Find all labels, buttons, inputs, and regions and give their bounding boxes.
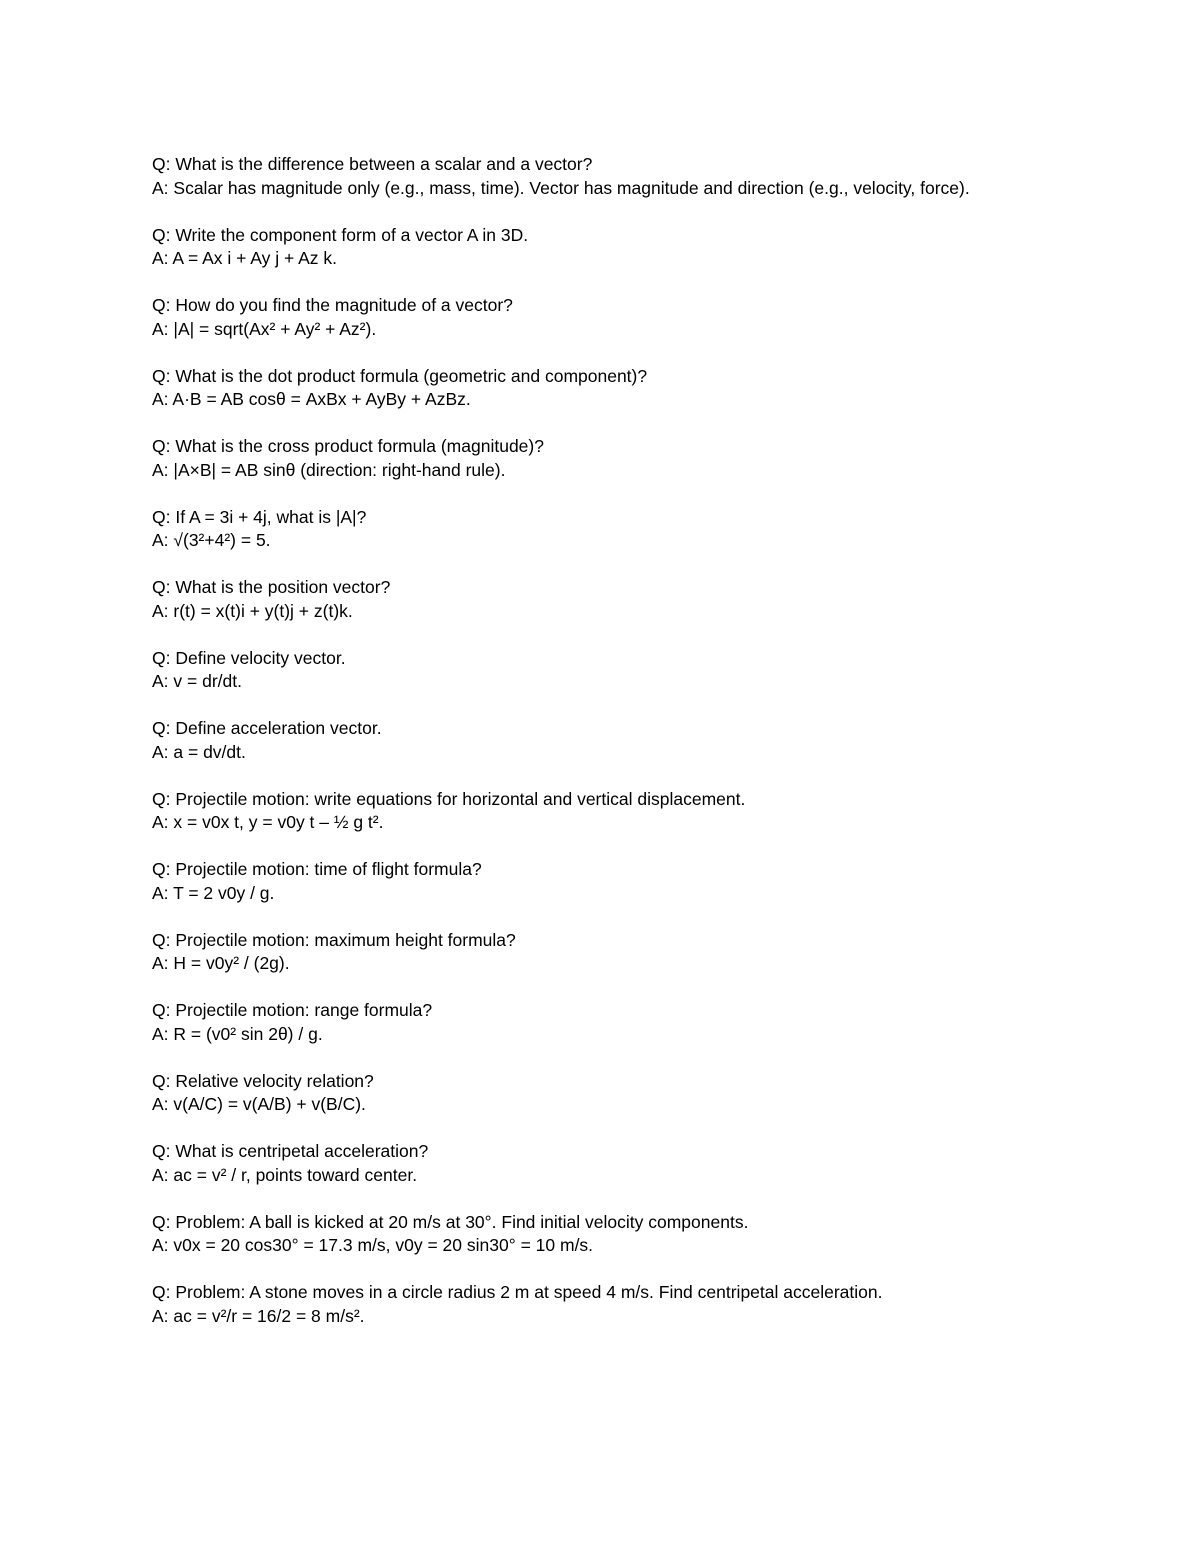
answer-text: A: T = 2 v0y / g.	[152, 882, 275, 903]
answer-text: A: x = v0x t, y = v0y t – ½ g t².	[152, 812, 384, 832]
qa-item	[152, 153, 1032, 200]
answer-text: A: √(3²+4²) = 5.	[152, 530, 271, 550]
answer-text: A: v0x = 20 cos30° = 17.3 m/s, v0y = 20 sin30° = 10 m/s.	[152, 1235, 594, 1255]
answer-text: A: Scalar has magnitude only (e.g., mass, time). Vector has magnitude and direction (e.g., velocity, force).	[152, 177, 970, 198]
answer-text: A: |A| = sqrt(Ax² + Ay² + Az²).	[152, 318, 377, 339]
qa-item	[152, 1070, 1032, 1117]
question-text: Q: Relative velocity relation?	[152, 1070, 374, 1091]
qa-item	[152, 788, 1032, 835]
qa-item	[152, 858, 1032, 905]
answer-text: A: r(t) = x(t)i + y(t)j + z(t)k.	[152, 600, 353, 621]
answer-text: A: v(A/C) = v(A/B) + v(B/C).	[152, 1094, 366, 1114]
qa-item	[152, 999, 1032, 1046]
qa-list	[152, 153, 1032, 1352]
qa-item	[152, 224, 1032, 271]
answer-text: A: H = v0y² / (2g).	[152, 953, 290, 973]
answer-text: A: R = (v0² sin 2θ) / g.	[152, 1023, 323, 1044]
qa-item	[152, 1281, 1032, 1328]
question-text: Q: What is the difference between a scalar and a vector?	[152, 154, 593, 174]
qa-item	[152, 717, 1032, 764]
qa-item	[152, 929, 1032, 976]
qa-item	[152, 576, 1032, 623]
question-text: Q: What is the position vector?	[152, 577, 391, 597]
question-text: Q: Define acceleration vector.	[152, 718, 382, 738]
question-text: Q: How do you find the magnitude of a vector?	[152, 295, 513, 315]
qa-item	[152, 294, 1032, 341]
qa-item	[152, 435, 1032, 482]
answer-text: A: ac = v²/r = 16/2 = 8 m/s².	[152, 1305, 365, 1326]
answer-text: A: v = dr/dt.	[152, 671, 242, 691]
answer-text: A: a = dv/dt.	[152, 741, 246, 762]
question-text: Q: What is the dot product formula (geometric and component)?	[152, 365, 648, 386]
question-text: Q: Projectile motion: write equations for horizontal and vertical displacement.	[152, 788, 746, 809]
qa-item	[152, 1140, 1032, 1187]
question-text: Q: Projectile motion: maximum height formula?	[152, 929, 516, 950]
question-text: Q: What is the cross product formula (magnitude)?	[152, 436, 544, 456]
question-text: Q: Problem: A stone moves in a circle radius 2 m at speed 4 m/s. Find centripetal acceleration.	[152, 1282, 883, 1302]
question-text: Q: What is centripetal acceleration?	[152, 1141, 429, 1161]
qa-item	[152, 365, 1032, 412]
question-text: Q: Write the component form of a vector A in 3D.	[152, 224, 529, 245]
qa-item	[152, 1211, 1032, 1258]
question-text: Q: Projectile motion: time of flight formula?	[152, 859, 482, 879]
question-text: Q: Projectile motion: range formula?	[152, 1000, 433, 1020]
question-text: Q: If A = 3i + 4j, what is |A|?	[152, 506, 367, 527]
qa-item	[152, 647, 1032, 694]
answer-text: A: A = Ax i + Ay j + Az k.	[152, 248, 337, 268]
question-text: Q: Problem: A ball is kicked at 20 m/s at 30°. Find initial velocity components.	[152, 1211, 749, 1232]
answer-text: A: ac = v² / r, points toward center.	[152, 1164, 418, 1185]
qa-item	[152, 506, 1032, 553]
question-text: Q: Define velocity vector.	[152, 647, 346, 668]
answer-text: A: |A×B| = AB sinθ (direction: right-hand rule).	[152, 459, 506, 480]
answer-text: A: A·B = AB cosθ = AxBx + AyBy + AzBz.	[152, 389, 471, 409]
